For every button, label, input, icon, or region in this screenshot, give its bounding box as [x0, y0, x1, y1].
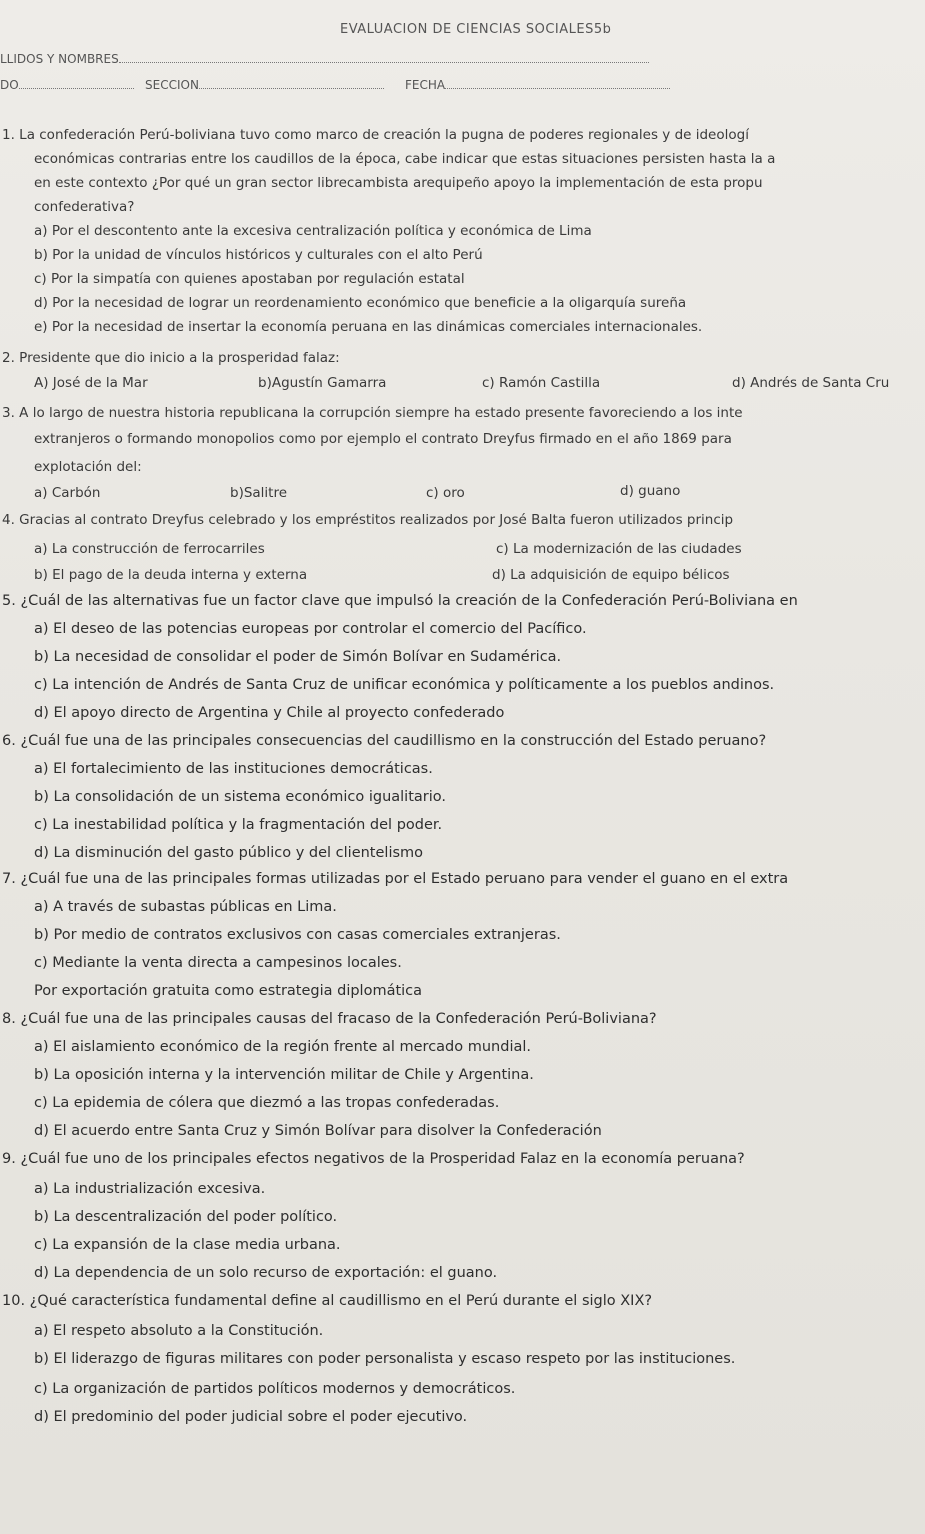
question-2-text: 2. Presidente que dio inicio a la prosperidad falaz: — [2, 350, 340, 366]
question-6-text: 6. ¿Cuál fue una de las principales consecuencias del caudillismo en la construcción del Estado peruano? — [2, 733, 767, 749]
question-9-option-c[interactable]: c) La expansión de la clase media urbana. — [34, 1237, 341, 1253]
question-10-text: 10. ¿Qué característica fundamental define al caudillismo en el Perú durante el siglo XIX? — [2, 1293, 653, 1309]
section-blank — [199, 78, 384, 89]
grade-label: DO — [0, 78, 19, 92]
question-5-option-a[interactable]: a) El deseo de las potencias europeas por controlar el comercio del Pacífico. — [34, 621, 587, 637]
question-6-option-a[interactable]: a) El fortalecimiento de las instituciones democráticas. — [34, 761, 433, 777]
question-1-option-b[interactable]: b) Por la unidad de vínculos históricos y culturales con el alto Perú — [34, 247, 483, 263]
question-9-option-d[interactable]: d) La dependencia de un solo recurso de exportación: el guano. — [34, 1265, 498, 1281]
question-1-text-2: económicas contrarias entre los caudillos de la época, cabe indicar que estas situaciones persisten hasta la a — [34, 151, 776, 167]
section-label: SECCION — [145, 78, 199, 92]
question-1-option-c[interactable]: c) Por la simpatía con quienes apostaban por regulación estatal — [34, 271, 465, 287]
grade-blank — [19, 78, 134, 89]
question-5-option-c[interactable]: c) La intención de Andrés de Santa Cruz de unificar económica y políticamente a los pueblos andinos. — [34, 677, 775, 693]
question-3-option-a[interactable]: a) Carbón — [34, 485, 101, 501]
date-label: FECHA — [405, 78, 446, 92]
question-4-option-c[interactable]: c) La modernización de las ciudades — [496, 541, 742, 557]
grade-field[interactable] — [0, 78, 134, 92]
question-5-option-d[interactable]: d) El apoyo directo de Argentina y Chile al proyecto confederado — [34, 705, 505, 721]
question-1-text: 1. La confederación Perú-boliviana tuvo como marco de creación la pugna de poderes regionales y de ideologí — [2, 127, 749, 143]
question-9-text: 9. ¿Cuál fue uno de los principales efectos negativos de la Prosperidad Falaz en la economía peruana? — [2, 1151, 745, 1167]
question-1-option-d[interactable]: d) Por la necesidad de lograr un reordenamiento económico que beneficie a la oligarquía sureña — [34, 295, 687, 311]
question-8-option-d[interactable]: d) El acuerdo entre Santa Cruz y Simón Bolívar para disolver la Confederación — [34, 1123, 602, 1139]
question-10-option-b[interactable]: b) El liderazgo de figuras militares con poder personalista y escaso respeto por las instituciones. — [34, 1351, 736, 1367]
question-2-option-a[interactable]: A) José de la Mar — [34, 375, 148, 391]
names-label: LLIDOS Y NOMBRES — [0, 52, 119, 66]
question-4-option-a[interactable]: a) La construcción de ferrocarriles — [34, 541, 265, 557]
question-9-option-a[interactable]: a) La industrialización excesiva. — [34, 1181, 266, 1197]
section-field[interactable] — [145, 78, 384, 92]
question-7-text: 7. ¿Cuál fue una de las principales formas utilizadas por el Estado peruano para vender el guano en el extra — [2, 871, 789, 887]
question-3-text: 3. A lo largo de nuestra historia republicana la corrupción siempre ha estado presente favoreciendo a los inte — [2, 405, 743, 421]
question-1-text-4: confederativa? — [34, 199, 135, 215]
page-title: EVALUACION DE CIENCIAS SOCIALES5b — [340, 22, 612, 37]
question-3-option-b[interactable]: b)Salitre — [230, 485, 288, 501]
names-blank — [119, 52, 649, 63]
question-8-option-a[interactable]: a) El aislamiento económico de la región frente al mercado mundial. — [34, 1039, 532, 1055]
question-6-option-b[interactable]: b) La consolidación de un sistema económico igualitario. — [34, 789, 446, 805]
question-7-option-a[interactable]: a) A través de subastas públicas en Lima. — [34, 899, 337, 915]
question-10-option-c[interactable]: c) La organización de partidos políticos modernos y democráticos. — [34, 1381, 516, 1397]
question-3-text-3: explotación del: — [34, 459, 142, 475]
question-8-text: 8. ¿Cuál fue una de las principales causas del fracaso de la Confederación Perú-Boliviana? — [2, 1011, 657, 1027]
names-field[interactable] — [0, 52, 649, 66]
question-10-option-d[interactable]: d) El predominio del poder judicial sobre el poder ejecutivo. — [34, 1409, 468, 1425]
question-2-option-d[interactable]: d) Andrés de Santa Cru — [732, 375, 890, 391]
date-blank — [445, 78, 670, 89]
question-4-option-b[interactable]: b) El pago de la deuda interna y externa — [34, 567, 308, 583]
question-3-text-2: extranjeros o formando monopolios como por ejemplo el contrato Dreyfus firmado en el año 1869 para — [34, 431, 732, 447]
question-5-option-b[interactable]: b) La necesidad de consolidar el poder de Simón Bolívar en Sudamérica. — [34, 649, 562, 665]
question-10-option-a[interactable]: a) El respeto absoluto a la Constitución. — [34, 1323, 324, 1339]
question-1-option-a[interactable]: a) Por el descontento ante la excesiva centralización política y económica de Lima — [34, 223, 592, 239]
question-4-option-d[interactable]: d) La adquisición de equipo bélicos — [492, 567, 730, 583]
question-7-option-d[interactable]: Por exportación gratuita como estrategia diplomática — [34, 983, 423, 999]
question-5-text: 5. ¿Cuál de las alternativas fue un factor clave que impulsó la creación de la Confederación Perú-Boliviana en — [2, 593, 798, 609]
question-1-option-e[interactable]: e) Por la necesidad de insertar la economía peruana en las dinámicas comerciales internacionales. — [34, 319, 703, 335]
question-9-option-b[interactable]: b) La descentralización del poder político. — [34, 1209, 338, 1225]
question-3-option-d[interactable]: d) guano — [620, 483, 681, 499]
question-6-option-d[interactable]: d) La disminución del gasto público y del clientelismo — [34, 845, 424, 861]
question-8-option-b[interactable]: b) La oposición interna y la intervención militar de Chile y Argentina. — [34, 1067, 534, 1083]
question-1-text-3: en este contexto ¿Por qué un gran sector librecambista arequipeño apoyo la implementación de esta propu — [34, 175, 763, 191]
question-8-option-c[interactable]: c) La epidemia de cólera que diezmó a las tropas confederadas. — [34, 1095, 500, 1111]
question-4-text: 4. Gracias al contrato Dreyfus celebrado y los empréstitos realizados por José Balta fueron utilizados princip — [2, 512, 734, 528]
question-7-option-c[interactable]: c) Mediante la venta directa a campesinos locales. — [34, 955, 402, 971]
question-7-option-b[interactable]: b) Por medio de contratos exclusivos con casas comerciales extranjeras. — [34, 927, 561, 943]
date-field[interactable] — [405, 78, 670, 92]
question-6-option-c[interactable]: c) La inestabilidad política y la fragmentación del poder. — [34, 817, 443, 833]
question-2-option-b[interactable]: b)Agustín Gamarra — [258, 375, 387, 391]
question-3-option-c[interactable]: c) oro — [426, 485, 465, 501]
question-2-option-c[interactable]: c) Ramón Castilla — [482, 375, 601, 391]
